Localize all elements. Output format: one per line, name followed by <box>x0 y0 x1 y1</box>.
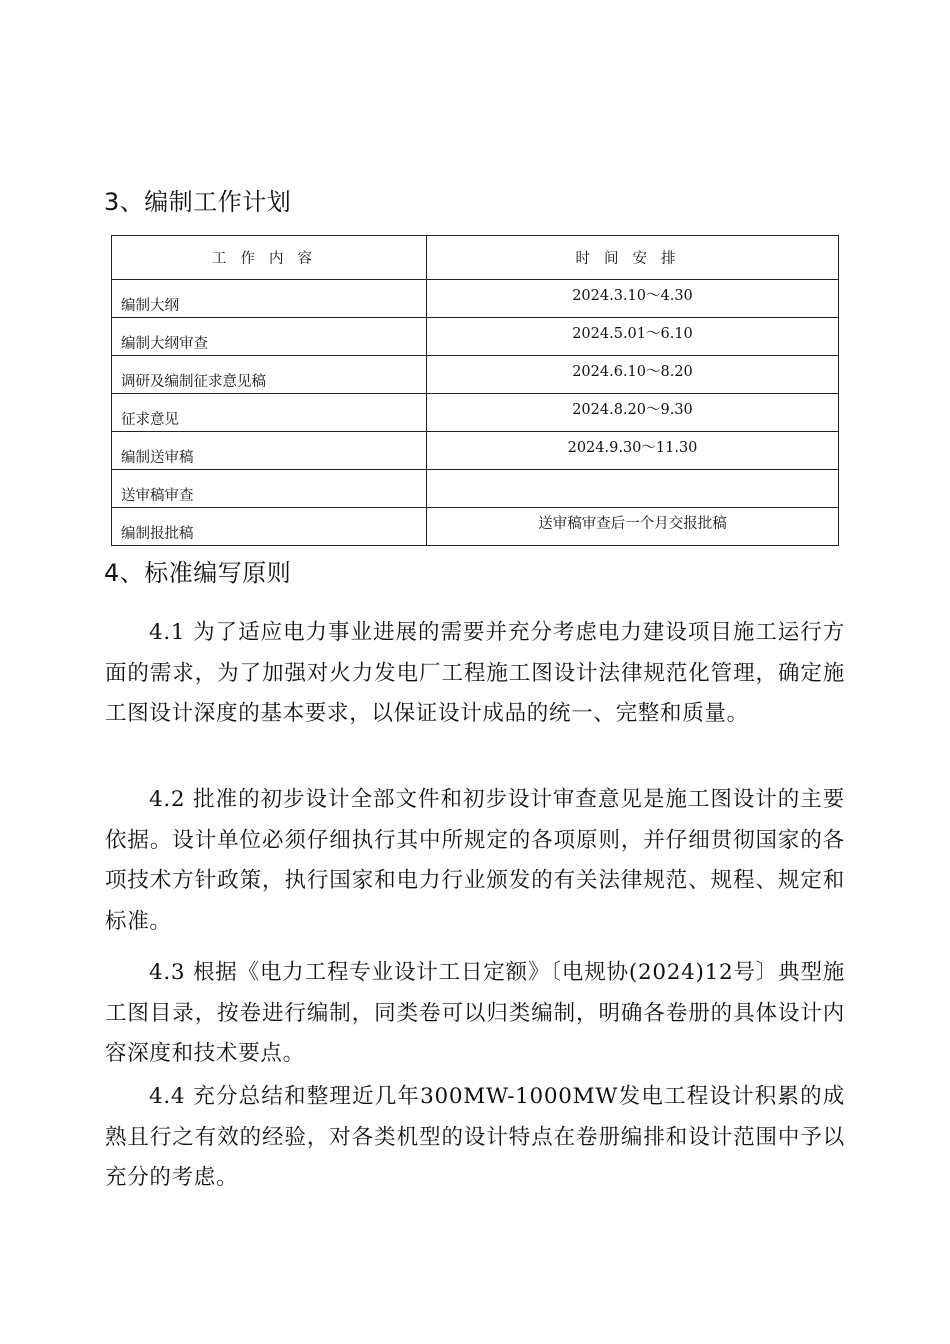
table-row <box>112 432 839 470</box>
principle-paragraph-4-1: 4.1 为了适应电力事业进展的需要并充分考虑电力建设项目施工运行方面的需求，为了加强对火力发电厂工程施工图设计法律规范化管理，确定施工图设计深度的基本要求，以保证设计成品的统一、完整和质量。 <box>105 620 845 726</box>
column-header-schedule: 时间安排 <box>427 236 839 280</box>
section-heading-work-plan: 3、编制工作计划 <box>104 188 292 216</box>
table-header-row <box>112 236 839 280</box>
table-row <box>112 508 839 546</box>
time-cell: 2024.6.10～8.20 <box>427 356 839 394</box>
principle-paragraph-4-3: 4.3 根据《电力工程专业设计工日定额》〔电规协(2024)12号〕典型施工图目录，按卷进行编制，同类卷可以归类编制，明确各卷册的具体设计内容深度和技术要点。 <box>105 960 845 1066</box>
table-row <box>112 318 839 356</box>
work-plan-table <box>111 235 839 546</box>
table-row <box>112 280 839 318</box>
principle-paragraph-4-2: 4.2 批准的初步设计全部文件和初步设计审查意见是施工图设计的主要依据。设计单位必须仔细执行其中所规定的各项原则，并仔细贯彻国家的各项技术方针政策，执行国家和电力行业颁发的有关法律规范、规程、规定和标准。 <box>105 787 845 934</box>
table-row <box>112 470 839 508</box>
time-cell <box>427 470 839 508</box>
task-cell: 编制报批稿 <box>112 508 427 546</box>
task-cell: 编制大纲 <box>112 280 427 318</box>
principle-paragraph-4-4: 4.4 充分总结和整理近几年300MW-1000MW发电工程设计积累的成熟且行之有效的经验，对各类机型的设计特点在卷册编排和设计范围中予以充分的考虑。 <box>105 1084 845 1190</box>
task-cell: 调研及编制征求意见稿 <box>112 356 427 394</box>
task-cell: 编制大纲审查 <box>112 318 427 356</box>
table-row <box>112 356 839 394</box>
table-row <box>112 394 839 432</box>
column-header-work-content: 工作内容 <box>112 236 427 280</box>
time-cell: 2024.9.30～11.30 <box>427 432 839 470</box>
time-cell: 2024.8.20～9.30 <box>427 394 839 432</box>
task-cell: 送审稿审查 <box>112 470 427 508</box>
time-cell: 2024.3.10～4.30 <box>427 280 839 318</box>
time-cell: 送审稿审查后一个月交报批稿 <box>427 508 839 546</box>
section-heading-writing-principles: 4、标准编写原则 <box>104 559 292 587</box>
task-cell: 征求意见 <box>112 394 427 432</box>
task-cell: 编制送审稿 <box>112 432 427 470</box>
time-cell: 2024.5.01～6.10 <box>427 318 839 356</box>
